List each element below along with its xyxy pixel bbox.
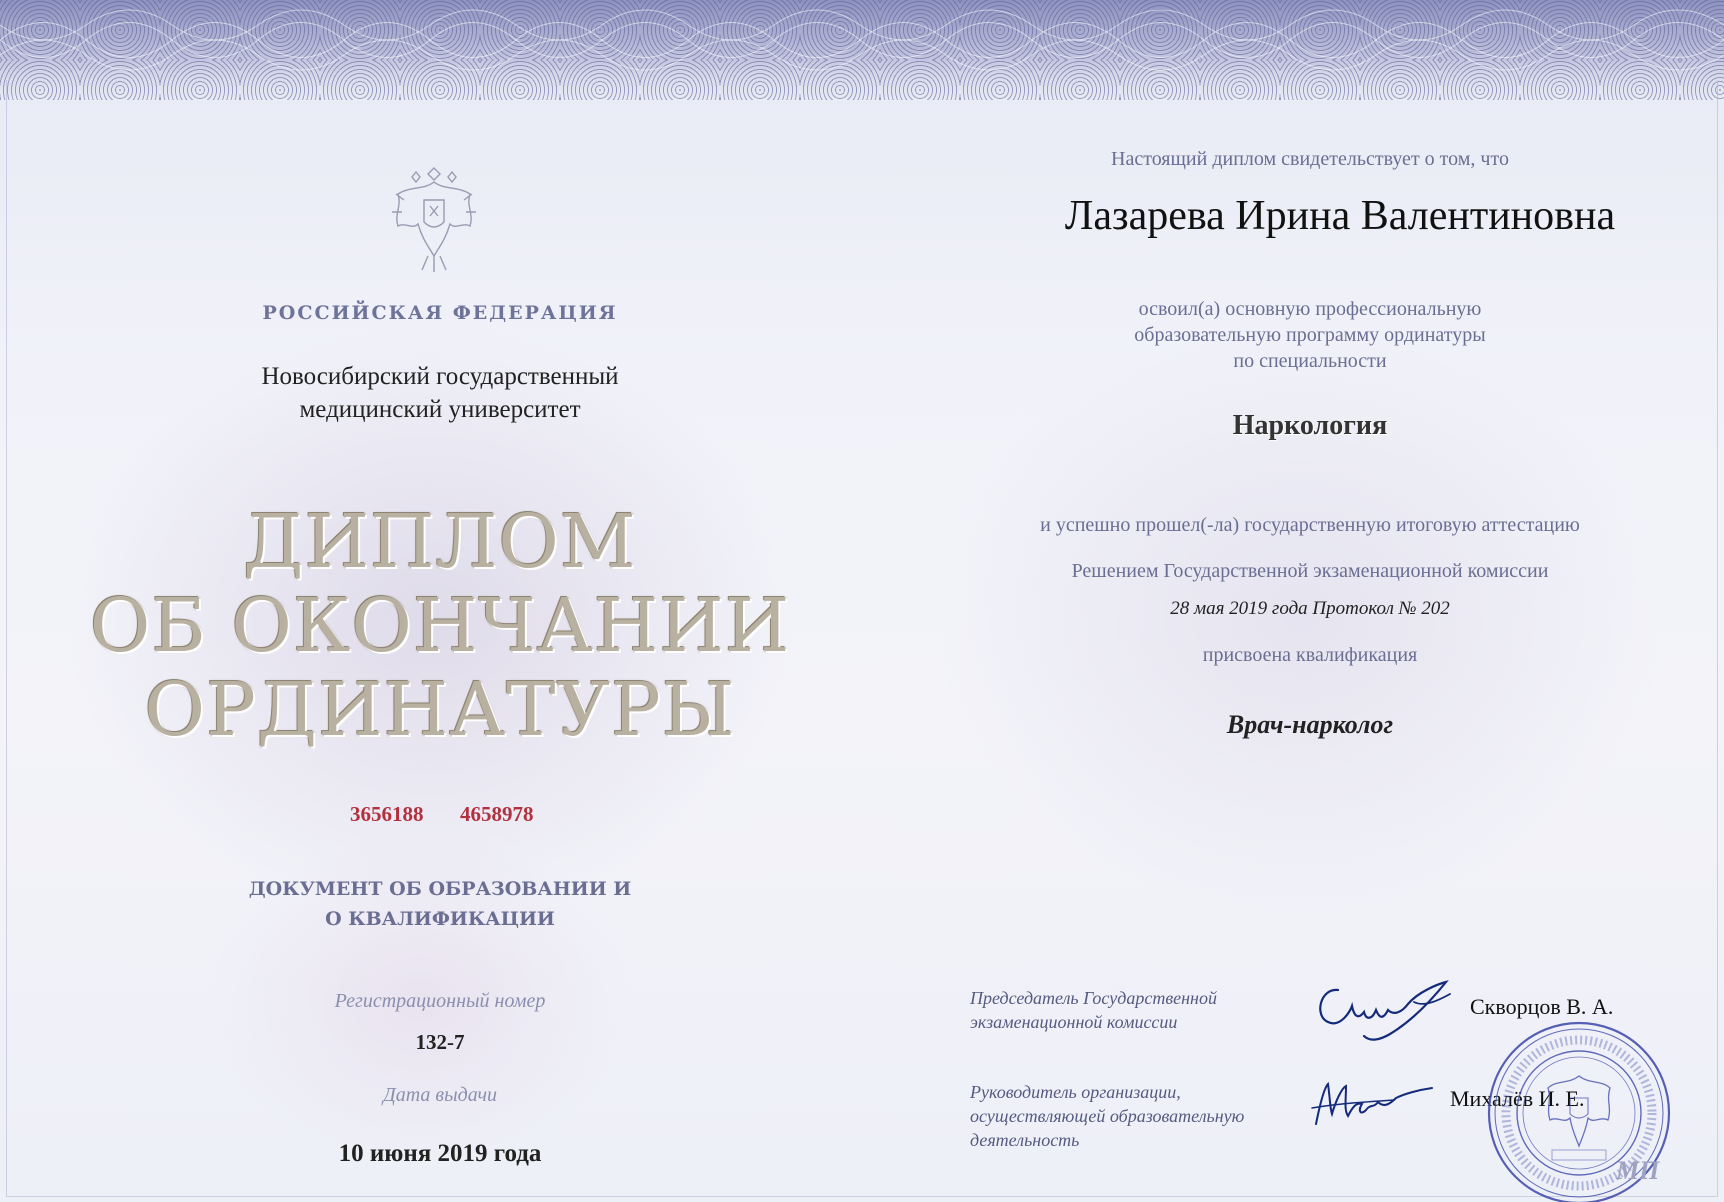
university-line-2: медицинский университет bbox=[299, 396, 581, 423]
document-description-line-2: О КВАЛИФИКАЦИИ bbox=[325, 908, 555, 930]
commission-decision: Решением Государственной экзаменационной комиссии bbox=[1071, 560, 1549, 582]
country-name: РОССИЙСКАЯ ФЕДЕРАЦИЯ bbox=[262, 302, 618, 324]
frame-bottom bbox=[6, 1196, 1718, 1197]
head-role-line-1: Руководитель организации, bbox=[970, 1082, 1181, 1102]
chair-name: Скворцов В. А. bbox=[1470, 994, 1614, 1019]
attestation-statement: и успешно прошел(-ла) государственную итоговую аттестацию bbox=[1040, 514, 1580, 536]
issue-date: 10 июня 2019 года bbox=[338, 1140, 542, 1167]
head-signature bbox=[1304, 1074, 1440, 1134]
university-line-1: Новосибирский государственный bbox=[261, 363, 619, 390]
graduate-full-name: Лазарева Ирина Валентиновна bbox=[1064, 193, 1616, 239]
protocol-reference: 28 мая 2019 года Протокол № 202 bbox=[1170, 598, 1450, 619]
certificate-intro: Настоящий диплом свидетельствует о том, что bbox=[1111, 148, 1509, 170]
chair-role-line-2: экзаменационной комиссии bbox=[970, 1012, 1178, 1032]
registration-number-label: Регистрационный номер bbox=[334, 990, 546, 1012]
chair-role bbox=[970, 986, 1270, 1034]
guilloche-pattern bbox=[0, 0, 1724, 100]
frame-right bbox=[1717, 80, 1718, 1196]
diploma-number: 4658978 bbox=[460, 802, 534, 826]
diploma-series: 3656188 bbox=[350, 802, 424, 826]
qualification: Врач-нарколог bbox=[1226, 710, 1394, 739]
head-role bbox=[970, 1080, 1310, 1152]
issue-date-label: Дата выдачи bbox=[382, 1084, 498, 1106]
program-statement-line-1: освоил(а) основную профессиональную bbox=[1138, 298, 1482, 320]
registration-number: 132-7 bbox=[415, 1030, 465, 1054]
diploma-title-line-2: ОБ ОКОНЧАНИИ bbox=[89, 583, 791, 669]
diploma-title bbox=[80, 500, 800, 752]
specialty: Наркология bbox=[1232, 410, 1388, 441]
stamp-place-mark: МП bbox=[1616, 1156, 1660, 1185]
university-name bbox=[200, 360, 680, 426]
diploma-title-line-3: ОРДИНАТУРЫ bbox=[144, 667, 736, 753]
guilloche-border-top bbox=[0, 0, 1724, 100]
head-role-line-3: деятельность bbox=[970, 1130, 1080, 1150]
head-name: Михалёв И. Е. bbox=[1450, 1086, 1585, 1111]
chair-role-line-1: Председатель Государственной bbox=[970, 988, 1217, 1008]
coat-of-arms-emblem bbox=[384, 160, 484, 275]
program-statement bbox=[960, 296, 1660, 374]
document-description bbox=[220, 874, 660, 934]
document-description-line-1: ДОКУМЕНТ ОБ ОБРАЗОВАНИИ И bbox=[248, 878, 632, 900]
program-statement-line-3: по специальности bbox=[1233, 350, 1387, 372]
frame-left bbox=[6, 80, 7, 1196]
diploma-title-line-1: ДИПЛОМ bbox=[243, 499, 637, 585]
qualification-label: присвоена квалификация bbox=[1202, 644, 1418, 666]
program-statement-line-2: образовательную программу ординатуры bbox=[1134, 324, 1486, 346]
chair-signature bbox=[1310, 976, 1460, 1048]
head-role-line-2: осуществляющей образовательную bbox=[970, 1106, 1245, 1126]
